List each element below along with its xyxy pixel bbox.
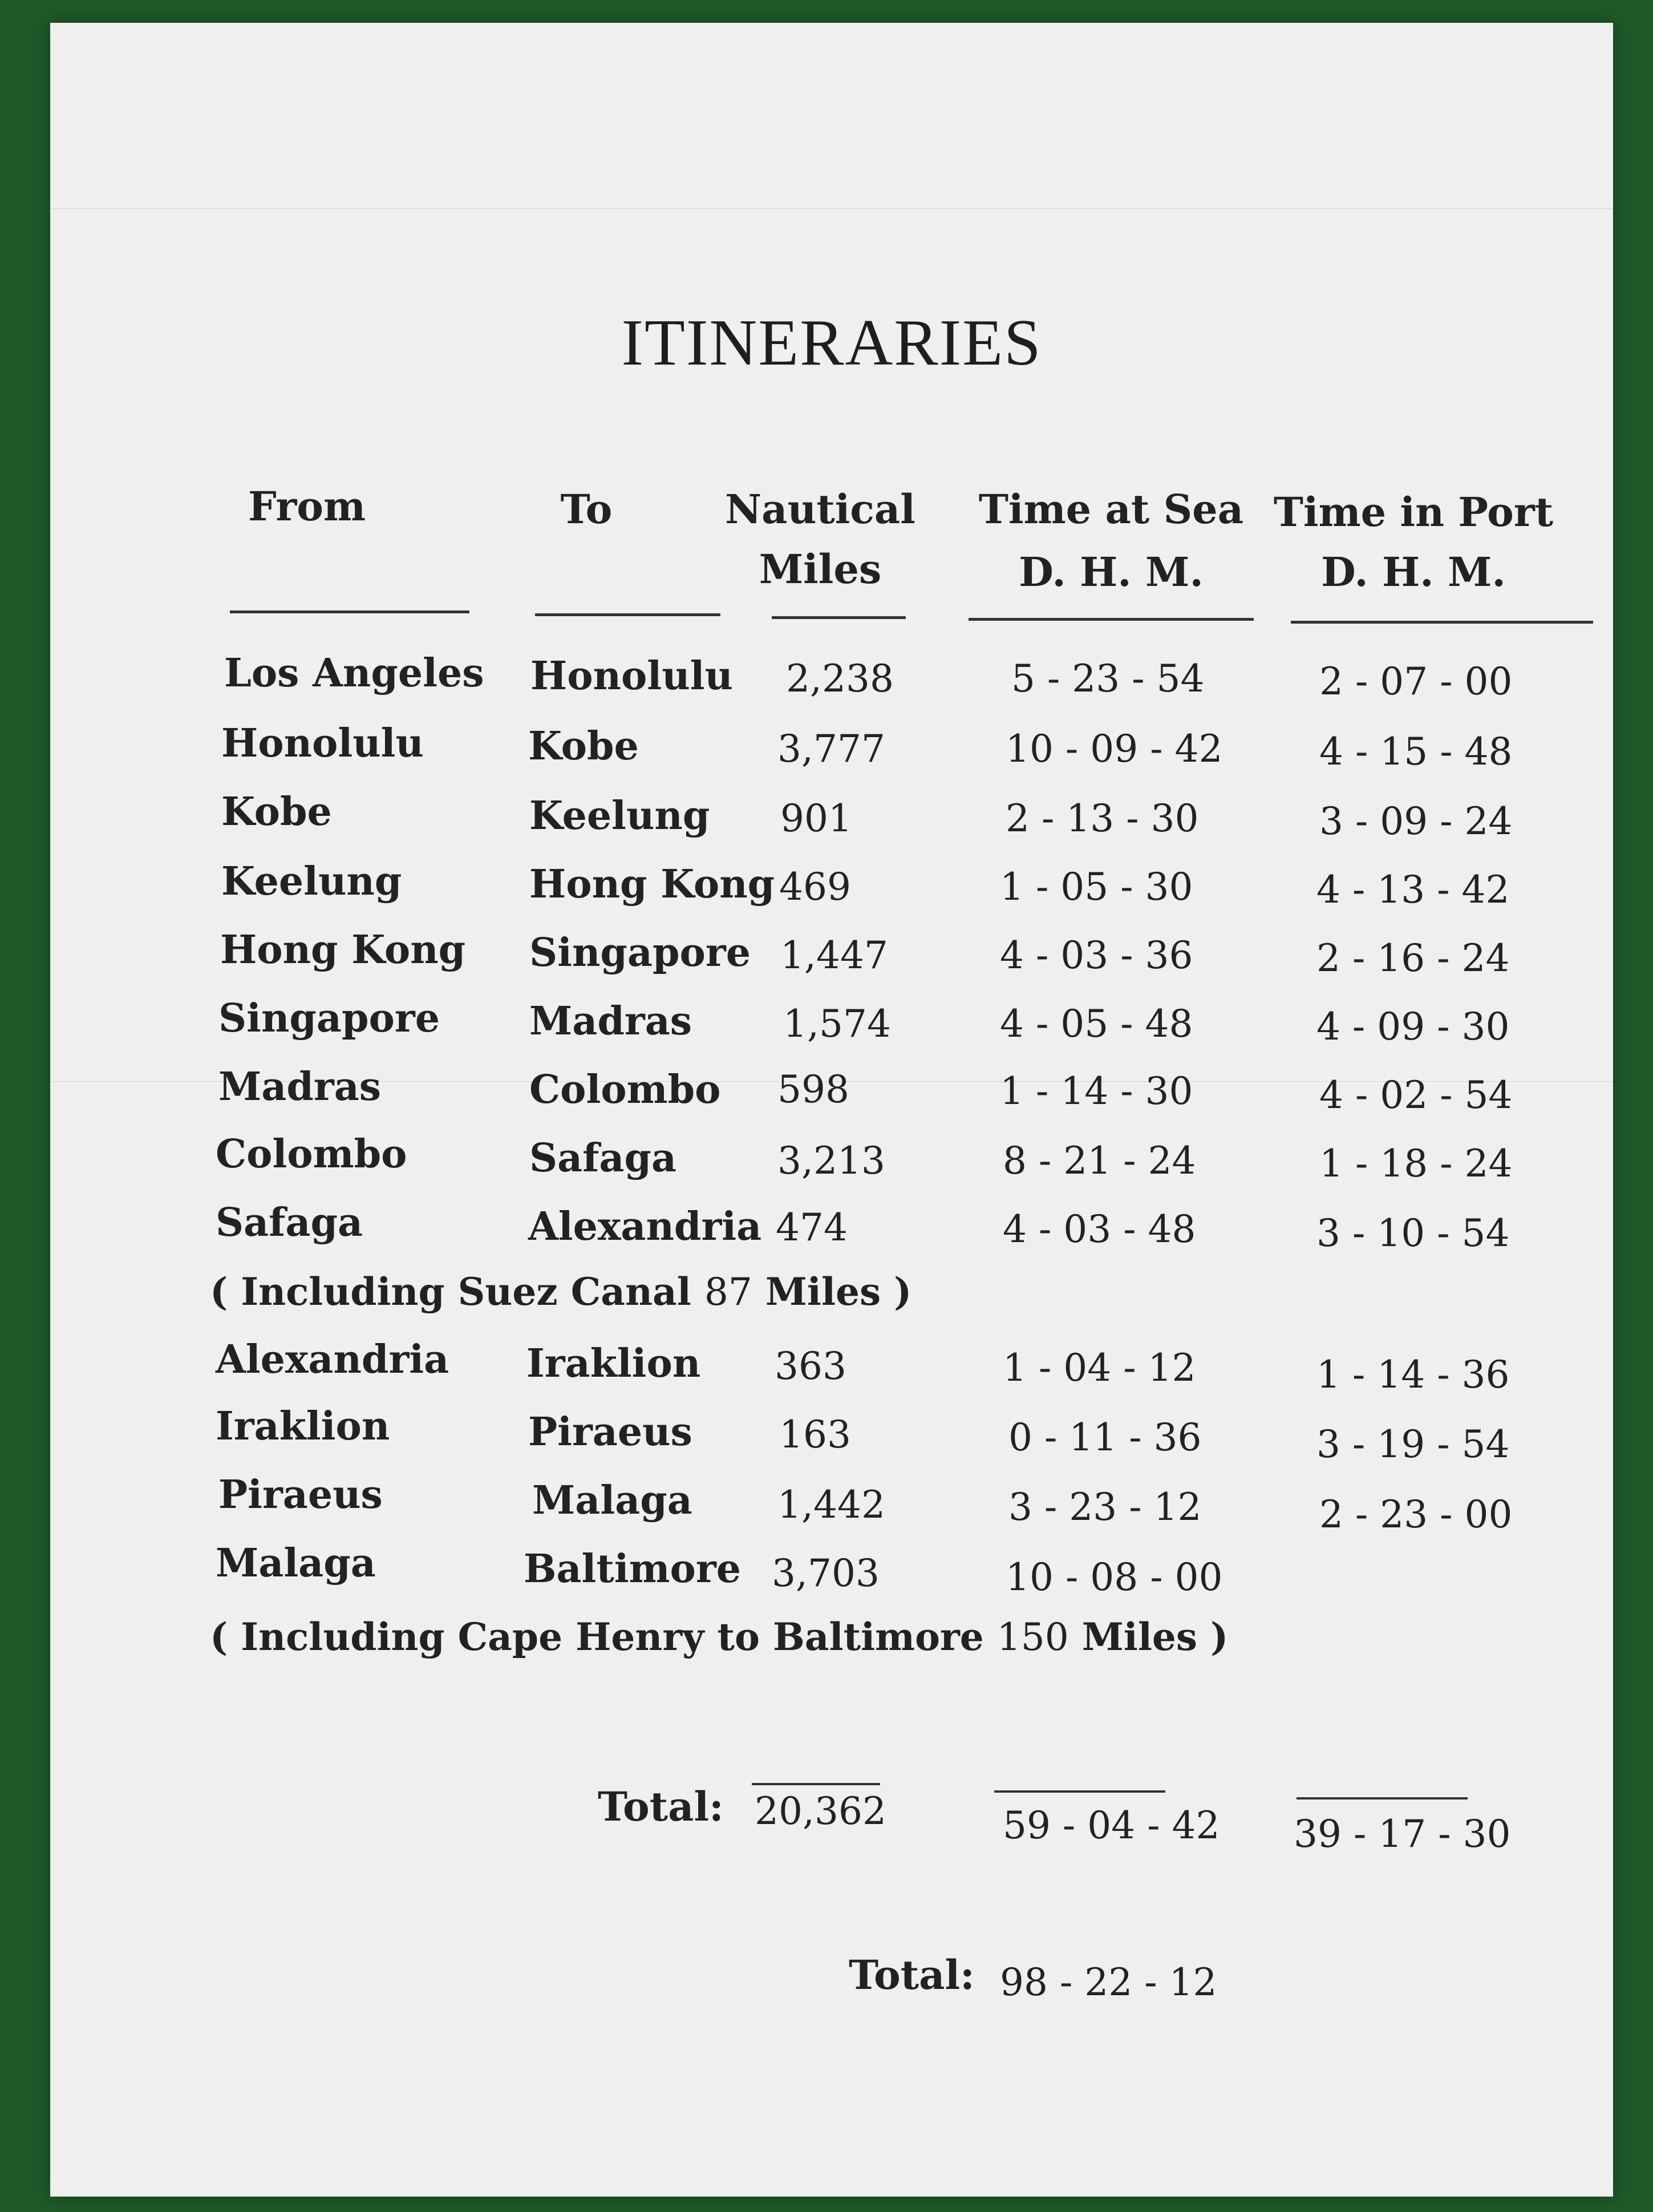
- header-port-line2: D. H. M.: [1321, 548, 1506, 596]
- row-from: Colombo: [216, 1131, 407, 1177]
- row-from: Malaga: [216, 1540, 376, 1586]
- header-rule-to: [535, 613, 720, 616]
- row-miles: 3,213: [777, 1139, 885, 1183]
- row-sea-time: 10 - 09 - 42: [1006, 727, 1223, 771]
- grand-total-label: Total:: [849, 1951, 975, 1999]
- row-from: Honolulu: [221, 721, 424, 766]
- total-rule-port: [1297, 1797, 1468, 1799]
- row-sea-time: 2 - 13 - 30: [1006, 796, 1199, 840]
- row-from: Kobe: [221, 789, 332, 835]
- header-port-line1: Time in Port: [1273, 488, 1554, 536]
- page-title: ITINERARIES: [621, 306, 1042, 379]
- row-to: Hong Kong: [529, 862, 775, 907]
- row-to: Madras: [529, 998, 692, 1044]
- grand-total-value: 98 - 22 - 12: [1000, 1960, 1217, 2004]
- row-from: Los Angeles: [224, 650, 484, 696]
- row-miles: 163: [779, 1413, 851, 1457]
- row-port-time: 4 - 09 - 30: [1316, 1005, 1510, 1049]
- row-sea-time: 3 - 23 - 12: [1008, 1485, 1202, 1529]
- note-cape-henry: [210, 1615, 1228, 1659]
- row-miles: 1,442: [777, 1483, 885, 1527]
- row-from: Madras: [218, 1064, 382, 1110]
- itinerary-sheet: [50, 23, 1613, 2197]
- header-from: From: [248, 483, 366, 530]
- row-to: Singapore: [529, 930, 751, 976]
- header-rule-miles: [772, 616, 906, 619]
- row-to: Colombo: [529, 1067, 721, 1113]
- header-rule-from: [230, 610, 469, 613]
- row-to: Honolulu: [530, 653, 733, 699]
- row-from: Alexandria: [216, 1337, 449, 1382]
- row-from: Hong Kong: [220, 927, 466, 973]
- header-to: To: [560, 486, 613, 533]
- row-from: Iraklion: [216, 1404, 390, 1449]
- row-to: Malaga: [532, 1478, 692, 1523]
- header-rule-port: [1291, 621, 1593, 624]
- note-suez-canal: [210, 1269, 911, 1314]
- row-sea-time: 4 - 03 - 36: [1000, 933, 1193, 977]
- total-label: Total:: [598, 1783, 724, 1830]
- row-sea-time: 1 - 04 - 12: [1003, 1346, 1196, 1390]
- total-rule-sea: [994, 1790, 1165, 1793]
- row-from: Piraeus: [218, 1472, 383, 1518]
- row-to: Alexandria: [528, 1204, 762, 1249]
- row-miles: 2,238: [786, 657, 894, 701]
- row-port-time: 3 - 19 - 54: [1316, 1422, 1510, 1466]
- row-port-time: 4 - 02 - 54: [1319, 1073, 1513, 1117]
- row-from: Safaga: [216, 1200, 363, 1245]
- row-miles: 598: [777, 1067, 849, 1111]
- header-sea-line1: Time at Sea: [978, 486, 1244, 533]
- row-sea-time: 4 - 05 - 48: [1000, 1002, 1193, 1046]
- total-sea-time: 59 - 04 - 42: [1003, 1803, 1220, 1847]
- row-port-time: 2 - 16 - 24: [1316, 936, 1510, 980]
- row-miles: 474: [776, 1206, 848, 1249]
- row-miles: 3,777: [777, 727, 885, 771]
- row-from: Keelung: [221, 859, 402, 904]
- note-suez-text: ( Including Suez Canal: [210, 1269, 691, 1314]
- header-miles-line1: Nautical: [725, 486, 915, 533]
- header-sea-line2: D. H. M.: [1019, 548, 1204, 596]
- row-to: Keelung: [529, 793, 710, 839]
- row-to: Baltimore: [524, 1546, 742, 1592]
- row-to: Piraeus: [528, 1409, 692, 1455]
- row-port-time: 3 - 09 - 24: [1319, 799, 1513, 843]
- row-sea-time: 1 - 05 - 30: [1000, 865, 1193, 909]
- row-port-time: 3 - 10 - 54: [1316, 1211, 1510, 1255]
- row-port-time: 1 - 14 - 36: [1316, 1353, 1510, 1397]
- note-cape-text: ( Including Cape Henry to Baltimore: [210, 1615, 984, 1659]
- row-sea-time: 5 - 23 - 54: [1011, 657, 1205, 701]
- row-miles: 1,574: [783, 1002, 891, 1046]
- note-cape-close: Miles ): [1081, 1615, 1229, 1659]
- row-sea-time: 8 - 21 - 24: [1003, 1139, 1196, 1183]
- row-port-time: 1 - 18 - 24: [1319, 1142, 1513, 1186]
- row-to: Kobe: [528, 723, 639, 769]
- row-port-time: 2 - 23 - 00: [1319, 1493, 1513, 1536]
- row-miles: 901: [780, 796, 852, 840]
- total-port-time: 39 - 17 - 30: [1294, 1812, 1511, 1856]
- row-sea-time: 4 - 03 - 48: [1003, 1207, 1196, 1251]
- row-port-time: 2 - 07 - 00: [1319, 660, 1513, 703]
- row-miles: 469: [779, 865, 851, 909]
- fold-crease-top: [50, 208, 1613, 211]
- total-miles: 20,362: [755, 1789, 886, 1833]
- note-suez-close: Miles ): [765, 1269, 912, 1314]
- header-rule-sea: [969, 618, 1254, 621]
- row-miles: 363: [775, 1344, 846, 1388]
- row-miles: 3,703: [772, 1551, 880, 1595]
- row-sea-time: 10 - 08 - 00: [1006, 1555, 1223, 1599]
- note-cape-miles: 150: [996, 1615, 1069, 1659]
- note-suez-miles: 87: [704, 1270, 752, 1314]
- row-sea-time: 0 - 11 - 36: [1008, 1416, 1202, 1459]
- header-miles-line2: Miles: [759, 545, 882, 593]
- row-port-time: 4 - 15 - 48: [1319, 730, 1513, 774]
- row-to: Iraklion: [526, 1341, 701, 1386]
- total-rule-miles: [752, 1783, 880, 1785]
- row-from: Singapore: [218, 996, 440, 1041]
- row-miles: 1,447: [780, 933, 888, 977]
- row-port-time: 4 - 13 - 42: [1316, 868, 1510, 912]
- row-to: Safaga: [529, 1135, 677, 1181]
- row-sea-time: 1 - 14 - 30: [1000, 1069, 1193, 1113]
